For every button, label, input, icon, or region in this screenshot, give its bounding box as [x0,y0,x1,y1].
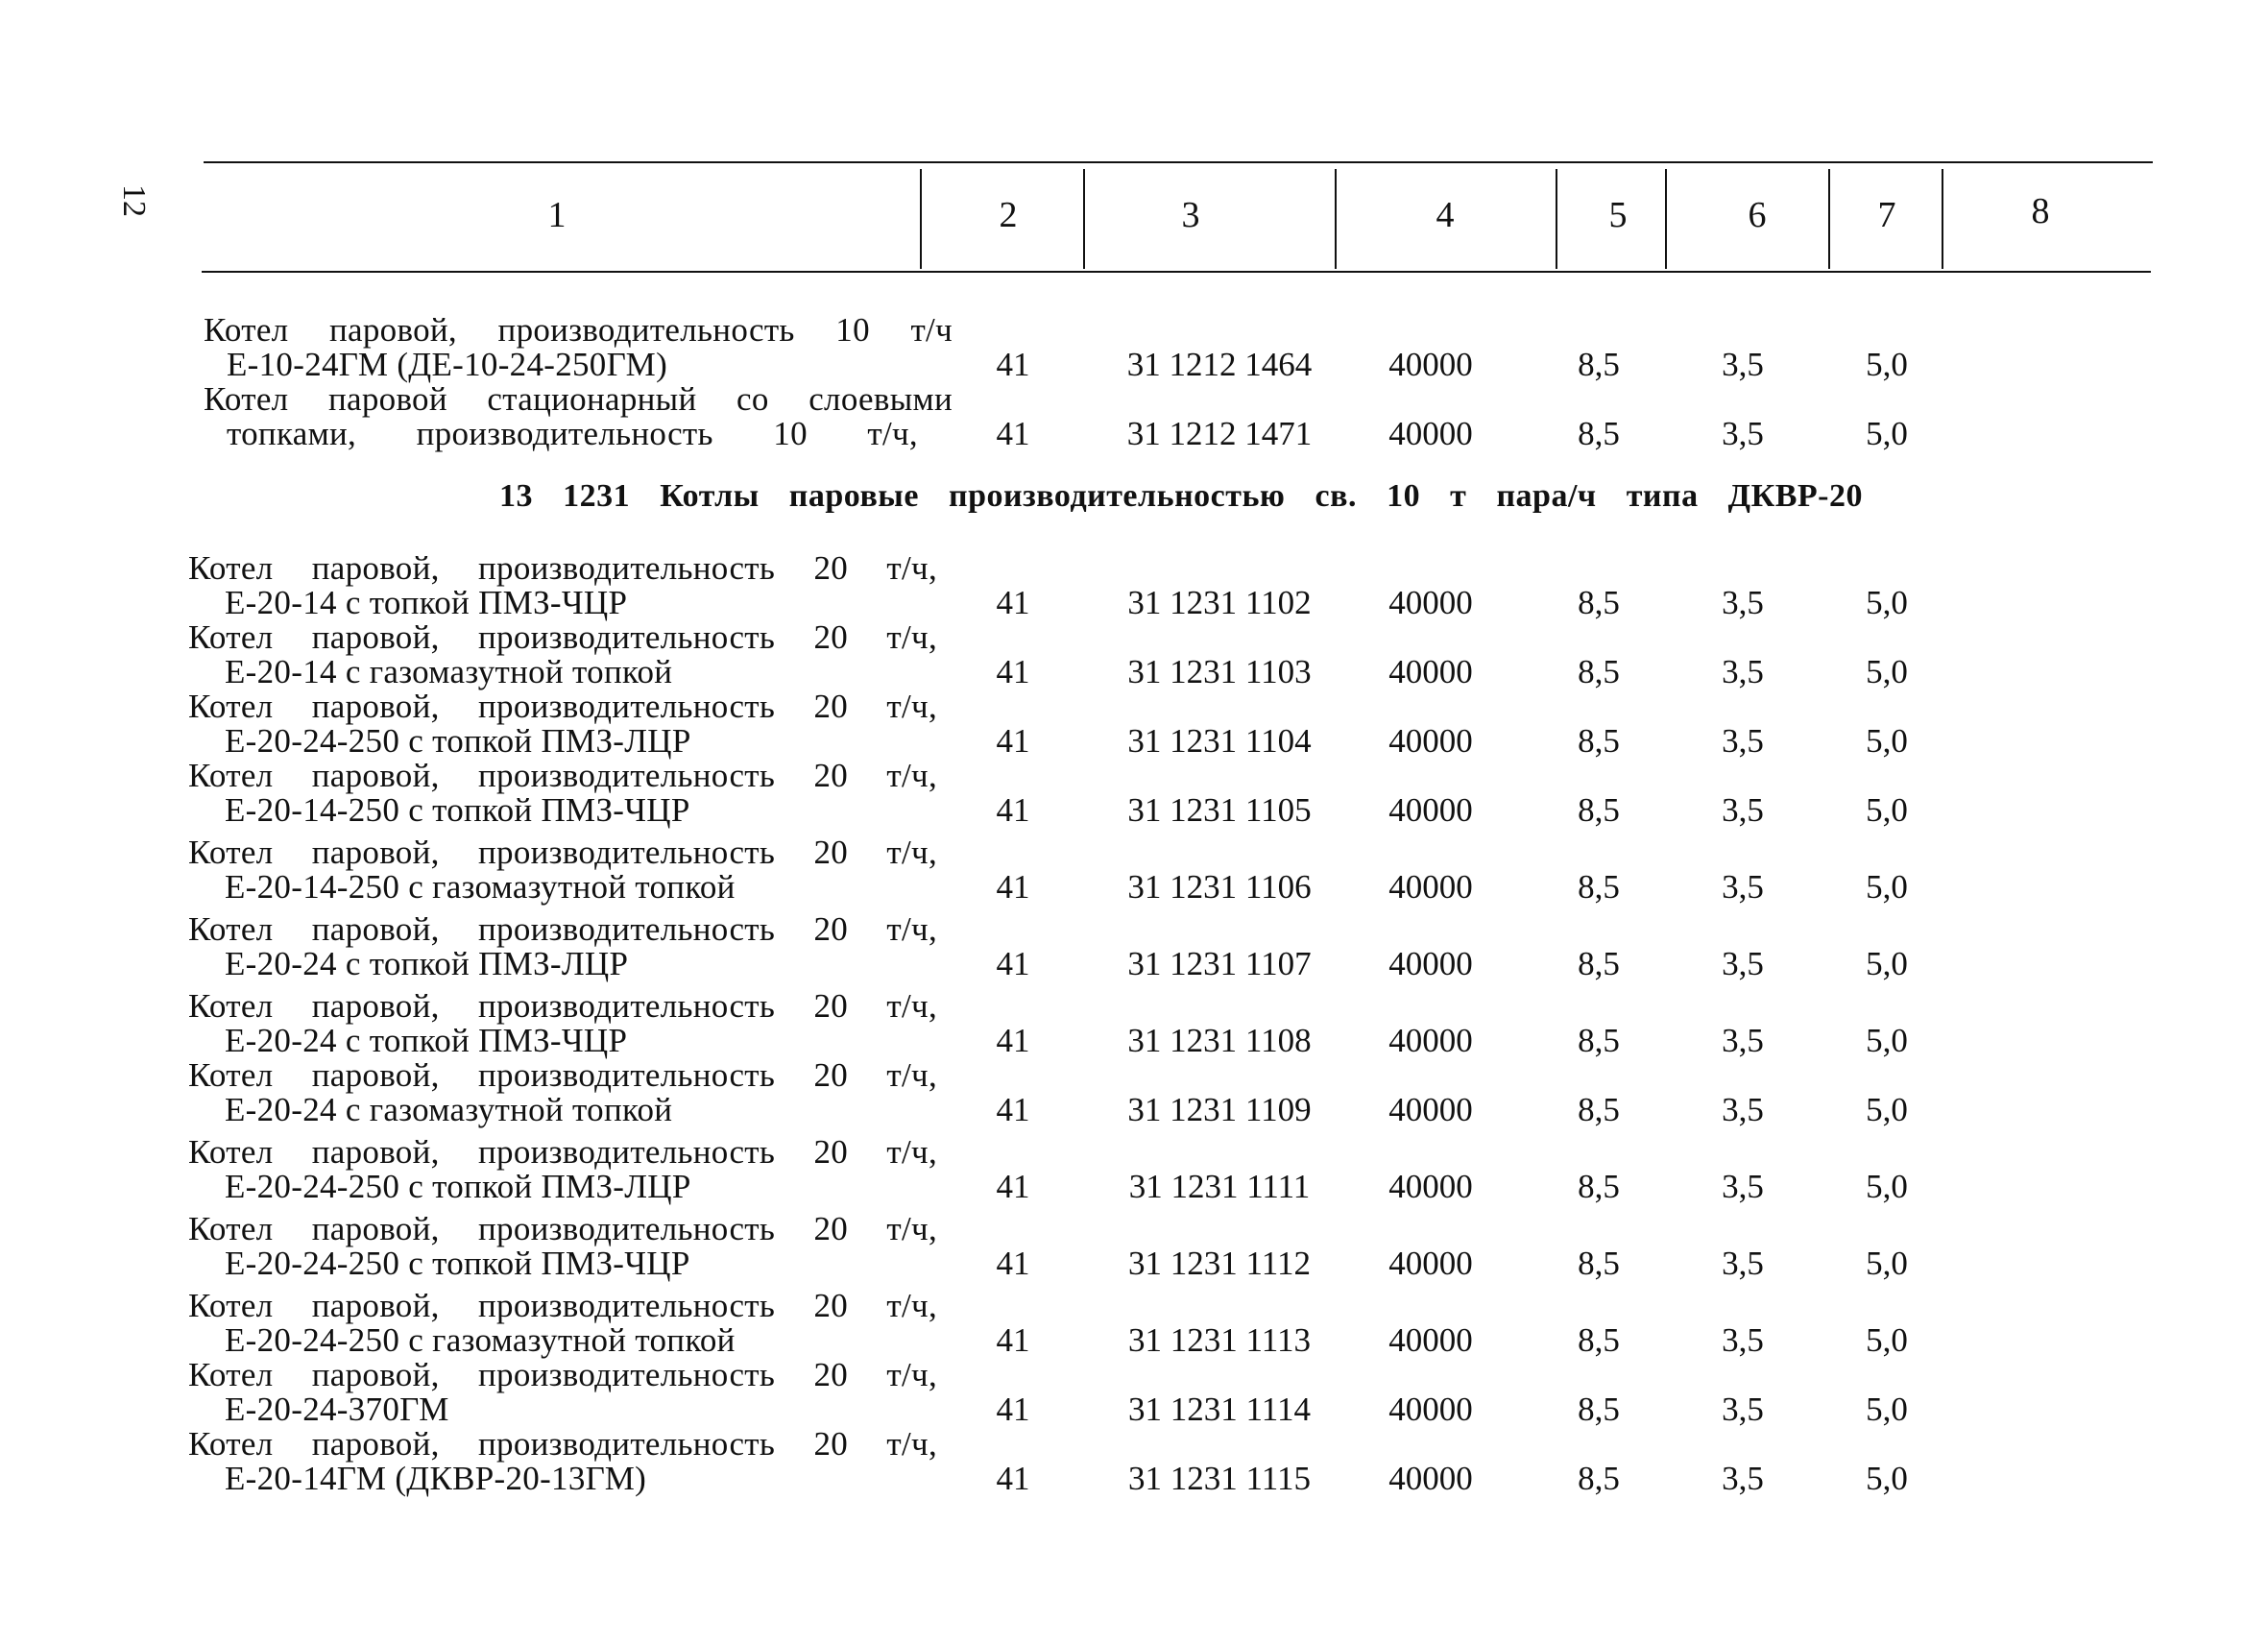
column-header-7: 7 [1877,195,1896,235]
row-description [188,689,937,759]
cell-col2: 41 [996,945,1030,982]
cell-col7: 5,0 [1866,1168,1908,1205]
cell-col7: 5,0 [1866,1022,1908,1059]
row-description [188,1212,937,1281]
row-description [188,989,937,1058]
column-divider [1083,169,1085,269]
row-description-line2: Е-20-14 с топкой ПМЗ-ЧЦР [225,584,628,621]
cell-col6: 3,5 [1722,791,1764,829]
row-description-line1: Котел паровой, производительность 20 т/ч, [188,549,937,587]
cell-col4: 40000 [1388,1245,1473,1282]
cell-col7: 5,0 [1866,415,1908,452]
cell-okp-code: 31 1212 1471 [1126,415,1313,452]
cell-col2: 41 [996,722,1030,760]
cell-col7: 5,0 [1866,584,1908,621]
row-description-line1: Котел паровой, производительность 20 т/ч, [188,1425,937,1463]
cell-col7: 5,0 [1866,1321,1908,1359]
cell-col7: 5,0 [1866,791,1908,829]
cell-okp-code: 31 1231 1109 [1127,1091,1312,1128]
cell-col6: 3,5 [1722,1245,1764,1282]
row-description [188,1289,937,1358]
row-description [204,382,953,451]
cell-col6: 3,5 [1722,584,1764,621]
cell-okp-code: 31 1212 1464 [1126,346,1313,383]
cell-okp-code: 31 1231 1106 [1127,868,1312,906]
cell-col5: 8,5 [1578,1460,1620,1497]
row-description [188,759,937,828]
cell-col5: 8,5 [1578,653,1620,690]
cell-okp-code: 31 1231 1108 [1127,1022,1312,1059]
cell-col5: 8,5 [1578,1245,1620,1282]
cell-col5: 8,5 [1578,1391,1620,1428]
row-description-line2: Е-20-24-250 с газомазутной топкой [225,1321,736,1359]
row-description-line2: Е-20-24-370ГМ [225,1391,449,1428]
cell-col5: 8,5 [1578,1168,1620,1205]
cell-okp-code: 31 1231 1107 [1127,945,1312,982]
table-row [0,989,2268,1058]
cell-col4: 40000 [1388,1022,1473,1059]
column-header-4: 4 [1436,195,1455,235]
cell-col4: 40000 [1388,1168,1473,1205]
cell-col5: 8,5 [1578,722,1620,760]
row-description-line1: Котел паровой, производительность 20 т/ч, [188,1287,937,1324]
column-divider [1335,169,1337,269]
cell-col6: 3,5 [1722,722,1764,760]
cell-col6: 3,5 [1722,1321,1764,1359]
cell-col4: 40000 [1388,1091,1473,1128]
cell-col2: 41 [996,1460,1030,1497]
cell-okp-code: 31 1231 1115 [1128,1460,1311,1497]
cell-okp-code: 31 1231 1112 [1128,1245,1311,1282]
table-row [0,1427,2268,1496]
table-row [0,382,2268,451]
row-description-line1: Котел паровой, производительность 20 т/ч, [188,834,937,871]
row-description-line1: Котел паровой, производительность 20 т/ч, [188,987,937,1025]
cell-col4: 40000 [1388,1460,1473,1497]
row-description-line2: Е-20-24-250 с топкой ПМЗ-ЛЦР [225,1168,691,1205]
row-description-line2: Е-20-24-250 с топкой ПМЗ-ЛЦР [225,722,691,760]
row-description-line2: Е-20-24-250 с топкой ПМЗ-ЧЦР [225,1245,690,1282]
row-description-line2: Е-20-14-250 с газомазутной топкой [225,868,736,906]
table-row [0,551,2268,620]
cell-col7: 5,0 [1866,722,1908,760]
column-header-2: 2 [999,195,1018,235]
cell-col6: 3,5 [1722,868,1764,906]
row-description [188,912,937,981]
cell-col7: 5,0 [1866,945,1908,982]
row-description [188,1058,937,1127]
cell-col4: 40000 [1388,791,1473,829]
row-description-line2: Е-20-24 с топкой ПМЗ-ЛЦР [225,945,629,982]
row-description-line1: Котел паровой, производительность 20 т/ч, [188,1356,937,1393]
cell-okp-code: 31 1231 1114 [1128,1391,1311,1428]
section-heading: 13 1231 Котлы паровые производительностью св. 10 т пара/ч типа ДКВР-20 [499,478,1863,514]
row-description-line2: Е-20-14 с газомазутной топкой [225,653,673,690]
table-row [0,759,2268,828]
row-description-line1: Котел паровой, производительность 20 т/ч, [188,618,937,656]
cell-col2: 41 [996,1168,1030,1205]
row-description [204,313,953,382]
cell-col2: 41 [996,1321,1030,1359]
table-row [0,1058,2268,1127]
row-description-line1: Котел паровой, производительность 20 т/ч, [188,1056,937,1094]
row-description [188,620,937,689]
cell-col7: 5,0 [1866,1245,1908,1282]
row-description [188,835,937,905]
table-header-bottom-rule [202,271,2151,273]
cell-col5: 8,5 [1578,1091,1620,1128]
cell-okp-code: 31 1231 1104 [1127,722,1312,760]
row-description-line1: Котел паровой стационарный со слоевыми [204,380,953,418]
column-divider [1556,169,1557,269]
cell-col4: 40000 [1388,1321,1473,1359]
cell-col7: 5,0 [1866,1460,1908,1497]
cell-col4: 40000 [1388,415,1473,452]
column-header-3: 3 [1181,195,1200,235]
row-description-line1: Котел паровой, производительность 20 т/ч, [188,688,937,725]
cell-col2: 41 [996,1391,1030,1428]
cell-col7: 5,0 [1866,868,1908,906]
table-row [0,1289,2268,1358]
cell-col6: 3,5 [1722,945,1764,982]
row-description-line2: Е-20-24 с газомазутной топкой [225,1091,673,1128]
table-row [0,689,2268,759]
column-divider [1665,169,1667,269]
cell-col4: 40000 [1388,868,1473,906]
column-header-8: 8 [2031,191,2050,231]
cell-col2: 41 [996,791,1030,829]
cell-col2: 41 [996,346,1030,383]
page-number: 12 [116,184,152,217]
column-divider [920,169,922,269]
column-header-6: 6 [1748,195,1767,235]
row-description [188,1135,937,1204]
cell-col5: 8,5 [1578,415,1620,452]
cell-col5: 8,5 [1578,945,1620,982]
cell-col7: 5,0 [1866,1391,1908,1428]
row-description-line1: Котел паровой, производительность 20 т/ч, [188,910,937,948]
row-description-line2: Е-20-24 с топкой ПМЗ-ЧЦР [225,1022,628,1059]
row-description-line2: топками, производительность 10 т/ч, [227,415,918,452]
cell-okp-code: 31 1231 1111 [1128,1168,1311,1205]
row-description-line2: Е-20-14ГМ (ДКВР-20-13ГМ) [225,1460,647,1497]
table-header-top-rule [204,161,2153,163]
cell-col2: 41 [996,868,1030,906]
cell-okp-code: 31 1231 1102 [1127,584,1312,621]
table-row [0,1135,2268,1204]
cell-col6: 3,5 [1722,653,1764,690]
cell-col5: 8,5 [1578,791,1620,829]
cell-col4: 40000 [1388,653,1473,690]
cell-col6: 3,5 [1722,1091,1764,1128]
row-description-line2: Е-20-14-250 с топкой ПМЗ-ЧЦР [225,791,690,829]
cell-col5: 8,5 [1578,1321,1620,1359]
cell-col2: 41 [996,1245,1030,1282]
cell-col2: 41 [996,1022,1030,1059]
row-description [188,551,937,620]
cell-col6: 3,5 [1722,415,1764,452]
cell-col2: 41 [996,1091,1030,1128]
cell-col5: 8,5 [1578,868,1620,906]
table-row [0,1212,2268,1281]
cell-col6: 3,5 [1722,1168,1764,1205]
cell-col5: 8,5 [1578,584,1620,621]
table-row [0,912,2268,981]
cell-col7: 5,0 [1866,1091,1908,1128]
cell-col4: 40000 [1388,584,1473,621]
row-description-line1: Котел паровой, производительность 20 т/ч, [188,1210,937,1247]
column-header-5: 5 [1608,195,1628,235]
cell-col7: 5,0 [1866,346,1908,383]
table-row [0,620,2268,689]
column-header-1: 1 [547,195,567,235]
cell-col4: 40000 [1388,945,1473,982]
cell-col2: 41 [996,653,1030,690]
cell-col2: 41 [996,415,1030,452]
cell-col4: 40000 [1388,722,1473,760]
cell-col7: 5,0 [1866,653,1908,690]
row-description-line1: Котел паровой, производительность 20 т/ч, [188,757,937,794]
cell-col2: 41 [996,584,1030,621]
cell-okp-code: 31 1231 1105 [1127,791,1312,829]
cell-col6: 3,5 [1722,1022,1764,1059]
row-description [188,1358,937,1427]
cell-col4: 40000 [1388,346,1473,383]
table-row [0,835,2268,905]
cell-col6: 3,5 [1722,1460,1764,1497]
row-description-line1: Котел паровой, производительность 10 т/ч [204,311,953,349]
column-divider [1942,169,1943,269]
cell-col5: 8,5 [1578,1022,1620,1059]
cell-col6: 3,5 [1722,346,1764,383]
cell-okp-code: 31 1231 1103 [1127,653,1312,690]
cell-col6: 3,5 [1722,1391,1764,1428]
table-row [0,1358,2268,1427]
cell-col5: 8,5 [1578,346,1620,383]
column-divider [1828,169,1830,269]
table-row [0,313,2268,382]
cell-okp-code: 31 1231 1113 [1128,1321,1311,1359]
row-description-line1: Котел паровой, производительность 20 т/ч, [188,1133,937,1171]
cell-col4: 40000 [1388,1391,1473,1428]
row-description [188,1427,937,1496]
row-description-line2: Е-10-24ГМ (ДЕ-10-24-250ГМ) [227,346,668,383]
